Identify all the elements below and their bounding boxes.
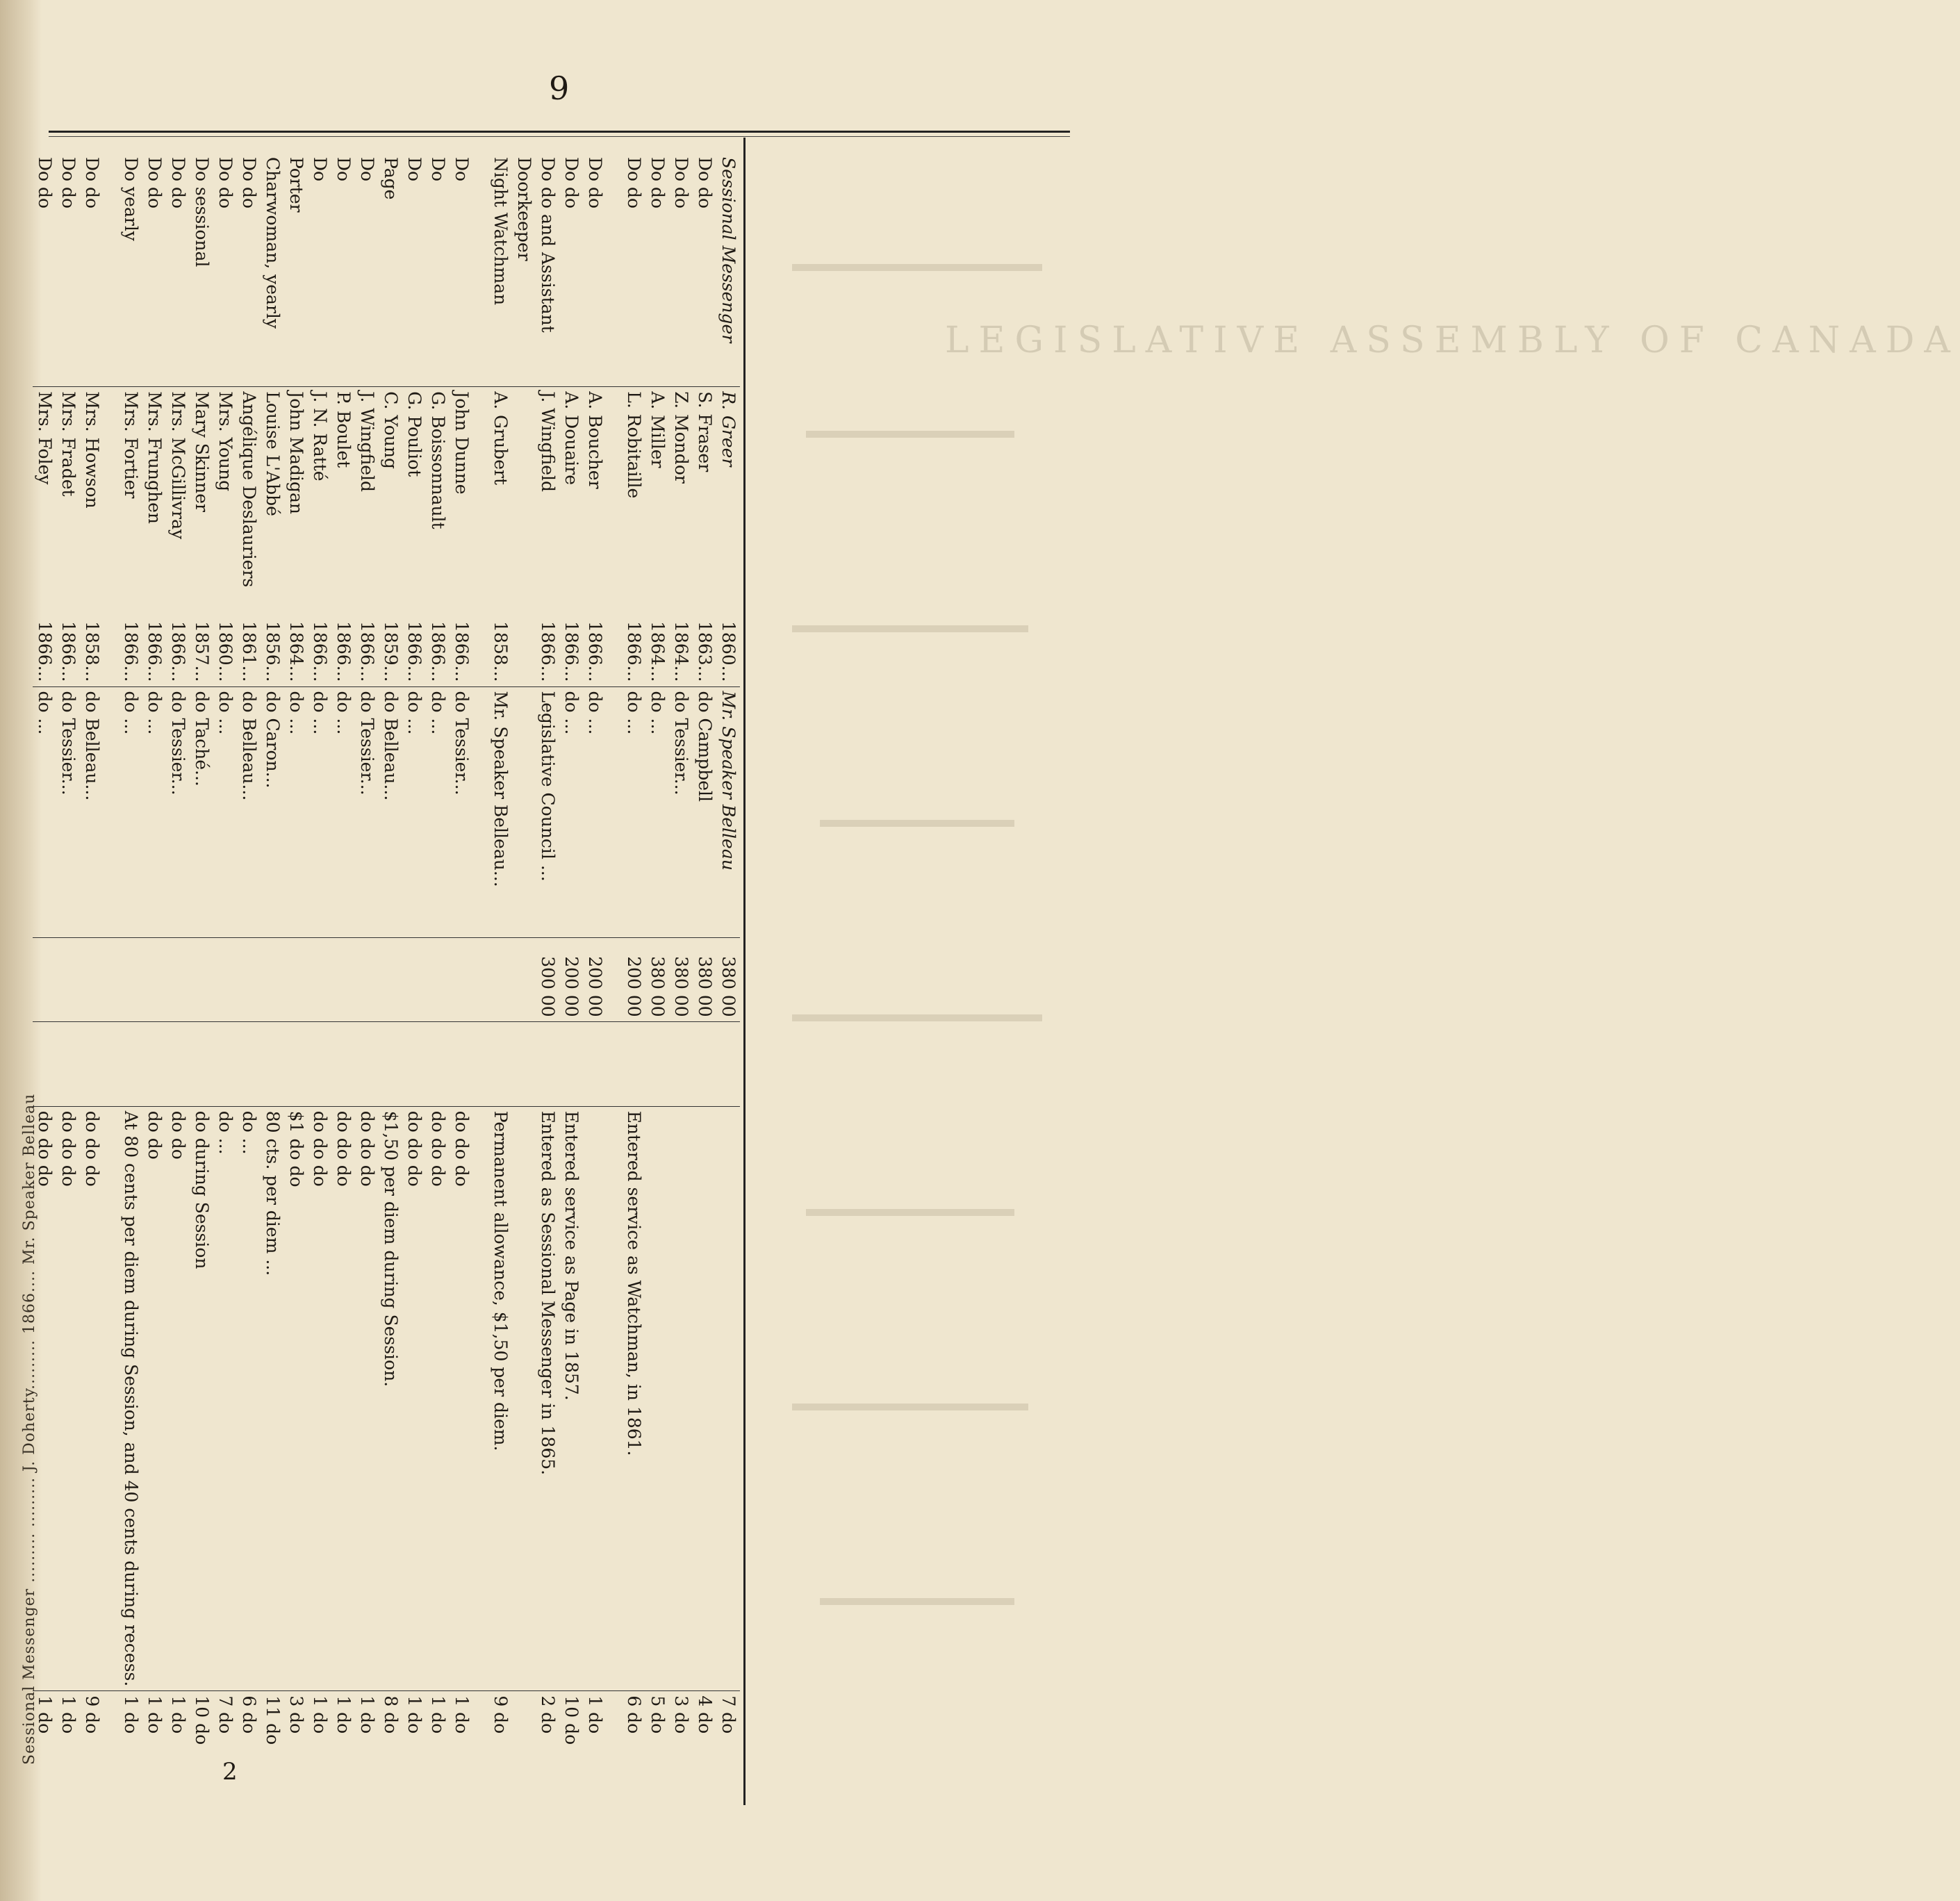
table-row — [331, 153, 355, 1793]
cell-service: 8 do — [379, 1691, 402, 1793]
cell-name: L. Robitaille — [622, 387, 645, 616]
cell-remarks: do do do — [331, 1106, 355, 1691]
cell-appointed-by: do ... — [622, 686, 645, 937]
cell-appointed-by: do ... — [142, 686, 166, 937]
cell-office: Do do — [648, 157, 668, 209]
cell-year — [104, 616, 119, 686]
cell-salary — [308, 937, 331, 1021]
cell-appointed-by: do Tessier... — [450, 686, 473, 937]
cell-blank — [716, 1021, 740, 1106]
cell-year: 1866... — [428, 621, 448, 682]
cell-service: 1 do — [308, 1691, 331, 1793]
table-row — [693, 153, 716, 1793]
cell-appointed-by: do Belleau... — [80, 686, 104, 937]
cell-name: Mrs. Howson — [80, 387, 104, 616]
cell-salary — [56, 937, 80, 1021]
cell-remarks — [104, 1106, 119, 1691]
cell-year: 1866... — [168, 621, 188, 682]
table-row — [142, 153, 166, 1793]
cell-office: Do — [428, 157, 448, 182]
cell-service: 1 do — [331, 1691, 355, 1793]
cell-blank — [166, 1021, 190, 1106]
cell-salary: 200 00 — [583, 937, 607, 1021]
cell-office: Do — [452, 157, 472, 182]
cell-remarks: do do do — [426, 1106, 450, 1691]
cell-office: Do do — [561, 157, 582, 209]
cell-name: P. Boulet — [331, 387, 355, 616]
cell-year: 1866... — [624, 621, 644, 682]
table-row — [355, 153, 379, 1793]
cell-salary — [119, 937, 142, 1021]
cell-salary — [166, 937, 190, 1021]
cell-name — [104, 387, 119, 616]
table-row — [237, 153, 261, 1793]
table-row — [716, 153, 740, 1793]
table-row — [80, 153, 104, 1793]
table-row — [488, 153, 512, 1793]
cell-year: 1866... — [452, 621, 472, 682]
cell-office: Doorkeeper — [514, 157, 534, 261]
cell-name: G. Pouliot — [402, 387, 426, 616]
cell-year: 1856... — [263, 621, 283, 682]
cell-blank — [142, 1021, 166, 1106]
cell-office: Do do — [215, 157, 236, 209]
cell-year — [512, 616, 536, 686]
cell-remarks — [669, 1106, 693, 1691]
cell-name: Louise L'Abbé — [261, 387, 284, 616]
cell-blank — [213, 1021, 237, 1106]
cell-remarks: Entered service as Watchman, in 1861. — [622, 1106, 645, 1691]
cell-salary — [426, 937, 450, 1021]
cell-remarks — [607, 1106, 622, 1691]
cell-remarks — [693, 1106, 716, 1691]
cell-name: G. Boissonnault — [426, 387, 450, 616]
cell-name: A. Boucher — [583, 387, 607, 616]
cell-year: 1860... — [718, 621, 739, 682]
cell-remarks: $1 do do — [284, 1106, 308, 1691]
cell-blank — [622, 1021, 645, 1106]
table-row — [583, 153, 607, 1793]
cell-blank — [645, 1021, 669, 1106]
cell-appointed-by: do Caron... — [261, 686, 284, 937]
cell-service: 2 do — [536, 1691, 559, 1793]
cell-service: 1 do — [166, 1691, 190, 1793]
table-row — [379, 153, 402, 1793]
cell-remarks: do do do — [450, 1106, 473, 1691]
cell-office: Night Watchman — [491, 157, 511, 306]
signature-mark: 2 — [222, 1758, 238, 1786]
cell-service: 1 do — [583, 1691, 607, 1793]
cell-office — [473, 153, 488, 387]
cell-remarks — [645, 1106, 669, 1691]
table-row — [33, 153, 56, 1793]
cell-blank — [355, 1021, 379, 1106]
cell-service: 10 do — [190, 1691, 213, 1793]
cell-office: Page — [381, 157, 401, 200]
table-row — [190, 153, 213, 1793]
cell-remarks: $1,50 per diem during Session. — [379, 1106, 402, 1691]
cell-salary — [237, 937, 261, 1021]
cell-blank — [261, 1021, 284, 1106]
cell-remarks: At 80 cents per diem during Session, and 40 cents during recess. — [119, 1106, 142, 1691]
cell-year: 1866... — [58, 621, 79, 682]
cell-office: Do do — [58, 157, 79, 209]
cell-service: 6 do — [237, 1691, 261, 1793]
cell-name: Mrs. Frunghen — [142, 387, 166, 616]
table-row — [622, 153, 645, 1793]
cell-service — [473, 1691, 488, 1793]
cell-name: A. Douaire — [559, 387, 583, 616]
cell-salary — [190, 937, 213, 1021]
bleed-line — [806, 1209, 1014, 1216]
table-row — [119, 153, 142, 1793]
cell-service — [104, 1691, 119, 1793]
cell-blank — [56, 1021, 80, 1106]
cell-office: Do do — [624, 157, 644, 209]
cell-appointed-by: do ... — [308, 686, 331, 937]
cell-appointed-by: do ... — [284, 686, 308, 937]
bleed-line — [792, 625, 1028, 632]
cell-appointed-by — [512, 686, 536, 937]
cell-name: Z. Mondor — [669, 387, 693, 616]
cell-service: 1 do — [142, 1691, 166, 1793]
cell-remarks: do during Session — [190, 1106, 213, 1691]
table-row — [166, 153, 190, 1793]
cell-name: J. N. Ratté — [308, 387, 331, 616]
cell-appointed-by: do ... — [402, 686, 426, 937]
cell-service: 5 do — [645, 1691, 669, 1793]
cell-appointed-by: do ... — [426, 686, 450, 937]
table-row — [559, 153, 583, 1793]
cell-year: 1866... — [310, 621, 330, 682]
cell-year: 1858... — [82, 621, 102, 682]
bleed-line — [806, 431, 1014, 438]
cell-name: Mrs. Young — [213, 387, 237, 616]
cell-office: Porter — [286, 157, 306, 213]
cell-blank — [512, 1021, 536, 1106]
cell-appointed-by: do ... — [33, 686, 56, 937]
cell-service: 1 do — [355, 1691, 379, 1793]
cell-appointed-by — [607, 686, 622, 937]
cell-remarks — [583, 1106, 607, 1691]
cell-salary: 380 00 — [645, 937, 669, 1021]
cell-blank — [473, 1021, 488, 1106]
table-row — [450, 153, 473, 1793]
cell-office: Do yearly — [121, 157, 141, 241]
cell-salary: 200 00 — [622, 937, 645, 1021]
table-row — [261, 153, 284, 1793]
cell-appointed-by: do Tessier... — [166, 686, 190, 937]
cell-service — [607, 1691, 622, 1793]
cell-appointed-by: do Tessier... — [56, 686, 80, 937]
staff-table — [33, 153, 740, 1793]
cell-blank — [308, 1021, 331, 1106]
cell-salary — [261, 937, 284, 1021]
cell-office: Do — [333, 157, 354, 182]
cell-appointed-by: Mr. Speaker Belleau... — [488, 686, 512, 937]
bleed-through-area — [764, 139, 1960, 1807]
cell-appointed-by: do ... — [645, 686, 669, 937]
cell-service: 9 do — [80, 1691, 104, 1793]
bleed-line — [792, 264, 1042, 271]
cell-service: 1 do — [402, 1691, 426, 1793]
bleed-line — [792, 1014, 1042, 1021]
cell-name: John Madigan — [284, 387, 308, 616]
cell-name: Angélique Deslauriers — [237, 387, 261, 616]
table-row — [284, 153, 308, 1793]
table-row — [645, 153, 669, 1793]
cell-name: A. Grubert — [488, 387, 512, 616]
cell-year: 1864... — [671, 621, 691, 682]
cell-service: 4 do — [693, 1691, 716, 1793]
cell-year — [607, 616, 622, 686]
cell-appointed-by: do Belleau... — [237, 686, 261, 937]
cell-name — [607, 387, 622, 616]
cell-office: Do do — [145, 157, 165, 209]
cell-name — [473, 387, 488, 616]
top-rule-thin — [49, 136, 1070, 137]
cell-year: 1866... — [357, 621, 377, 682]
cell-remarks: do do do — [402, 1106, 426, 1691]
cell-office — [104, 153, 119, 387]
cell-name: S. Fraser — [693, 387, 716, 616]
cell-year: 1866... — [538, 621, 558, 682]
cell-salary — [402, 937, 426, 1021]
cell-salary — [331, 937, 355, 1021]
cell-service: 10 do — [559, 1691, 583, 1793]
cell-service: 3 do — [669, 1691, 693, 1793]
cell-year — [473, 616, 488, 686]
page-number: 9 — [549, 69, 570, 107]
cell-year: 1858... — [491, 621, 511, 682]
bleed-through-title: LEGISLATIVE ASSEMBLY OF CANADA — [945, 320, 1960, 361]
cell-office: Do do and Assistant — [538, 157, 558, 333]
cell-remarks: 80 cts. per diem ... — [261, 1106, 284, 1691]
cell-service — [512, 1691, 536, 1793]
cell-name: Mrs. Fortier — [119, 387, 142, 616]
cell-name: Mrs. McGillivray — [166, 387, 190, 616]
cell-salary — [607, 937, 622, 1021]
cell-office: Do do — [168, 157, 188, 209]
cell-remarks: do do do — [308, 1106, 331, 1691]
cell-service: 7 do — [716, 1691, 740, 1793]
cell-appointed-by: do ... — [583, 686, 607, 937]
cell-salary — [80, 937, 104, 1021]
cell-remarks: do do do — [355, 1106, 379, 1691]
table-spacer-row — [473, 153, 488, 1793]
cell-service: 1 do — [119, 1691, 142, 1793]
cell-remarks: do do do — [56, 1106, 80, 1691]
cell-blank — [119, 1021, 142, 1106]
cell-blank — [583, 1021, 607, 1106]
cell-name: C. Young — [379, 387, 402, 616]
cell-appointed-by: do Taché... — [190, 686, 213, 937]
cell-blank — [536, 1021, 559, 1106]
cell-office: Do sessional — [192, 157, 212, 268]
cell-remarks: do do — [166, 1106, 190, 1691]
cell-salary — [284, 937, 308, 1021]
cell-salary — [488, 937, 512, 1021]
cell-blank — [559, 1021, 583, 1106]
cell-office: Do do — [35, 157, 55, 209]
cell-year: 1859... — [381, 621, 401, 682]
table-row — [402, 153, 426, 1793]
cell-name: A. Miller — [645, 387, 669, 616]
table-spacer-row — [104, 153, 119, 1793]
cell-appointed-by: do ... — [213, 686, 237, 937]
cell-blank — [331, 1021, 355, 1106]
cell-appointed-by: do ... — [559, 686, 583, 937]
cell-appointed-by — [104, 686, 119, 937]
cell-remarks: Entered service as Page in 1857. — [559, 1106, 583, 1691]
cell-appointed-by: Legislative Council ... — [536, 686, 559, 937]
cell-remarks: Entered as Sessional Messenger in 1865. — [536, 1106, 559, 1691]
cell-office: Do — [310, 157, 330, 182]
cell-salary — [512, 937, 536, 1021]
cell-year: 1866... — [404, 621, 425, 682]
cell-service: 11 do — [261, 1691, 284, 1793]
top-rule — [49, 131, 1070, 133]
cell-blank — [488, 1021, 512, 1106]
cell-year: 1860... — [215, 621, 236, 682]
cell-year: 1863... — [695, 621, 715, 682]
cell-appointed-by: do Tessier... — [669, 686, 693, 937]
cell-salary — [379, 937, 402, 1021]
cell-blank — [379, 1021, 402, 1106]
cell-year: 1864... — [648, 621, 668, 682]
cell-remarks: Permanent allowance, $1,50 per diem. — [488, 1106, 512, 1691]
table-row — [512, 153, 536, 1793]
cell-remarks: do ... — [237, 1106, 261, 1691]
cell-name: Mary Skinner — [190, 387, 213, 616]
cell-salary — [355, 937, 379, 1021]
cell-salary — [213, 937, 237, 1021]
cell-year: 1861... — [239, 621, 259, 682]
cell-service: 9 do — [488, 1691, 512, 1793]
cell-year: 1857... — [192, 621, 212, 682]
cell-service: 6 do — [622, 1691, 645, 1793]
table-row — [308, 153, 331, 1793]
cell-blank — [607, 1021, 622, 1106]
cell-name — [512, 387, 536, 616]
cell-salary — [473, 937, 488, 1021]
table-row — [426, 153, 450, 1793]
cell-appointed-by: do Belleau... — [379, 686, 402, 937]
table-spacer-row — [607, 153, 622, 1793]
cell-appointed-by: Mr. Speaker Belleau — [716, 686, 740, 937]
cell-year: 1864... — [286, 621, 306, 682]
cell-remarks — [512, 1106, 536, 1691]
cell-name: Mrs. Foley — [33, 387, 56, 616]
cell-service: 1 do — [426, 1691, 450, 1793]
cell-blank — [426, 1021, 450, 1106]
cell-year: 1866... — [35, 621, 55, 682]
cell-salary — [33, 937, 56, 1021]
cell-blank — [450, 1021, 473, 1106]
bleed-line — [792, 1404, 1028, 1410]
staff-table-body — [33, 153, 740, 1793]
page-right-rule — [743, 138, 746, 1805]
cell-appointed-by — [473, 686, 488, 937]
cell-office: Charwoman, yearly — [263, 157, 283, 329]
cell-office: Do do — [239, 157, 259, 209]
cell-office: Do — [404, 157, 425, 182]
cell-blank — [284, 1021, 308, 1106]
cell-remarks: do ... — [213, 1106, 237, 1691]
cell-year: 1866... — [561, 621, 582, 682]
cell-year: 1866... — [121, 621, 141, 682]
cell-blank — [104, 1021, 119, 1106]
cell-blank — [237, 1021, 261, 1106]
cell-office: Do do — [671, 157, 691, 209]
cell-salary — [104, 937, 119, 1021]
table-row — [56, 153, 80, 1793]
cell-name: Mrs. Fradet — [56, 387, 80, 616]
cell-service: 1 do — [33, 1691, 56, 1793]
cell-blank — [33, 1021, 56, 1106]
table-row — [536, 153, 559, 1793]
cell-salary: 380 00 — [669, 937, 693, 1021]
cell-office: Do do — [695, 157, 715, 209]
spine-running-text: Sessional Messenger ......... ......... J. Doherty......... 1866.... Mr. Speaker Belleau — [21, 1093, 38, 1765]
cell-salary: 300 00 — [536, 937, 559, 1021]
cell-blank — [693, 1021, 716, 1106]
cell-name: J. Wingfield — [536, 387, 559, 616]
cell-appointed-by: do Campbell — [693, 686, 716, 937]
cell-remarks — [716, 1106, 740, 1691]
cell-service: 7 do — [213, 1691, 237, 1793]
cell-office: Sessional Messenger — [718, 157, 739, 343]
cell-salary: 380 00 — [693, 937, 716, 1021]
staff-table-rotated — [35, 153, 740, 1793]
cell-remarks: do do — [142, 1106, 166, 1691]
cell-office: Do — [357, 157, 377, 182]
cell-salary: 380 00 — [716, 937, 740, 1021]
bleed-line — [820, 820, 1014, 827]
cell-appointed-by: do ... — [119, 686, 142, 937]
cell-appointed-by: do ... — [331, 686, 355, 937]
cell-office — [607, 153, 622, 387]
cell-remarks: do do do — [80, 1106, 104, 1691]
cell-remarks: do do do — [33, 1106, 56, 1691]
cell-blank — [402, 1021, 426, 1106]
cell-name: John Dunne — [450, 387, 473, 616]
cell-salary — [450, 937, 473, 1021]
table-row — [669, 153, 693, 1793]
cell-appointed-by: do Tessier... — [355, 686, 379, 937]
cell-name: R. Greer — [716, 387, 740, 616]
cell-remarks — [473, 1106, 488, 1691]
cell-blank — [669, 1021, 693, 1106]
cell-year: 1866... — [145, 621, 165, 682]
cell-service: 3 do — [284, 1691, 308, 1793]
cell-year: 1866... — [333, 621, 354, 682]
cell-blank — [80, 1021, 104, 1106]
table-row — [213, 153, 237, 1793]
cell-service: 1 do — [56, 1691, 80, 1793]
cell-service: 1 do — [450, 1691, 473, 1793]
cell-blank — [190, 1021, 213, 1106]
cell-office: Do do — [585, 157, 605, 209]
cell-office: Do do — [82, 157, 102, 209]
cell-salary — [142, 937, 166, 1021]
bleed-line — [820, 1598, 1014, 1605]
cell-year: 1866... — [585, 621, 605, 682]
cell-salary: 200 00 — [559, 937, 583, 1021]
cell-name: J. Wingfield — [355, 387, 379, 616]
